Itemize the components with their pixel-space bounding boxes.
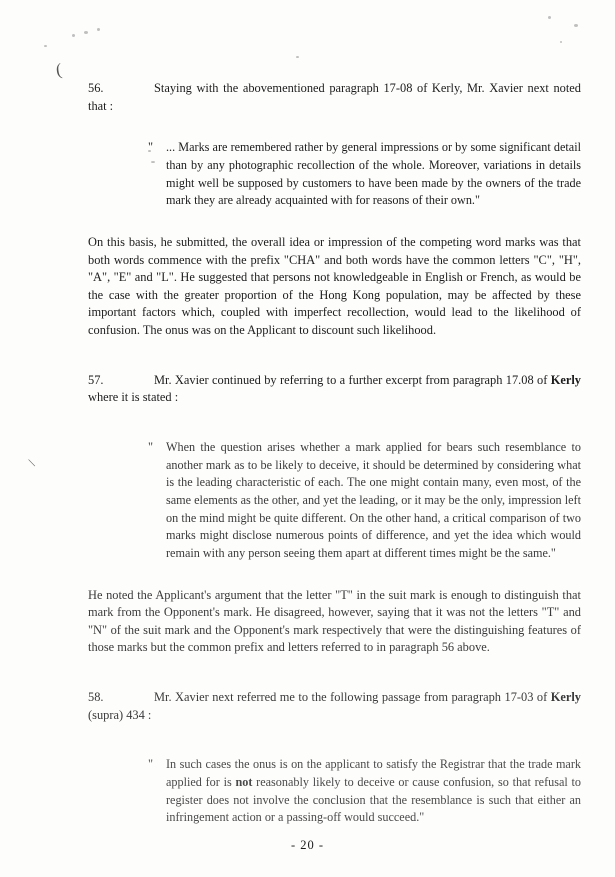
quote-58-bold: not [235,775,253,789]
scan-speckle [548,16,551,19]
quote-block-57 [88,439,581,563]
scan-speckle [560,41,562,43]
paragraph-58-text-after: (supra) 434 : [88,707,152,722]
page-number: - 20 - [290,838,325,852]
paragraph-number-58: 58. [88,690,104,705]
quote-block-58 [88,756,581,827]
paragraph-number-56: 56. [88,81,104,95]
quote-mark: " [148,140,154,155]
body-paragraph-2: He noted the Applicant's argument that the letter "T" in the suit mark is enough to distinguish that mark from the Opponent's mark. He disagreed, however, saying that it was not the letters "T" and "N" of the suit mark and the Opponent's mark respectively that were the distinguishing features of those marks but the common prefix and letters referred to in paragraph 56 above. [88,587,581,655]
paragraph-58-text-before: Mr. Xavier next referred me to the following passage from paragraph 17-03 of [154,690,551,705]
quote-mark: " [148,439,154,454]
quote-56-text: ... Marks are remembered rather by general impressions or by some significant detail than by any photographic recollection of the whole. Moreover, variations in details might well be supposed by customers to have been made by the owners of the trade mark they are already acquainted with for reasons of their own." [166,140,581,208]
paragraph-57 [88,372,581,407]
scan-pen-mark: ( [54,59,63,80]
scan-speckle [72,34,75,37]
paragraph-58-bold: Kerly [550,690,581,705]
document-body [88,80,581,841]
scan-speckle [97,28,100,31]
quote-58-text-part2: reasonably likely to deceive or cause confusion, so that refusal to register does not involve the conclusion that the resemblance is such that either an infringement action or a passing-off would succeed." [166,775,581,825]
scan-speckle [574,24,578,27]
scan-pen-mark: \ [26,454,37,471]
paragraph-56 [88,80,581,115]
paragraph-58 [88,689,581,724]
body-paragraph-1: On this basis, he submitted, the overall idea or impression of the competing word marks was that both words commence with the prefix "CHA" and both words have the common letters "C", "H", "A", "E" and "L". He suggested that persons not knowledgeable in English or French, as would be the case with the greater proportion of the Hong Kong population, may be affected by these important factors which, coupled with imperfect recollection, would lead to the likelihood of confusion. The onus was on the Applicant to discount such likelihood. [88,234,581,338]
quote-mark: " [148,757,154,772]
paragraph-number-57: 57. [88,372,104,387]
quote-57-text: When the question arises whether a mark applied for bears such resemblance to another mark as to be likely to deceive, it should be determined by considering what is the leading characteristic of each. The one might contain many, even most, of the same elements as the other, and yet the leading, or it may be the only, impression left on the mind might be quite different. On the other hand, a critical comparison of two marks might disclose numerous points of difference, and yet the idea which would remain with any person seeing them apart at different times might be the same." [166,439,581,560]
scan-speckle [44,45,47,47]
paragraph-56-text: Staying with the abovementioned paragraph 17-08 of Kerly, Mr. Xavier next noted that : [88,81,581,113]
paragraph-57-text-before: Mr. Xavier continued by referring to a further excerpt from paragraph 17.08 of [154,372,551,387]
paragraph-57-bold: Kerly [550,372,581,387]
scan-speckle [84,31,88,34]
paragraph-57-text-after: where it is stated : [88,390,179,405]
quote-block-56 [88,139,581,210]
scan-speckle [296,56,299,58]
quote-58-text-part1: In such cases the onus is on the applicant to satisfy the Registrar that the trade mark applied for is [166,757,581,789]
